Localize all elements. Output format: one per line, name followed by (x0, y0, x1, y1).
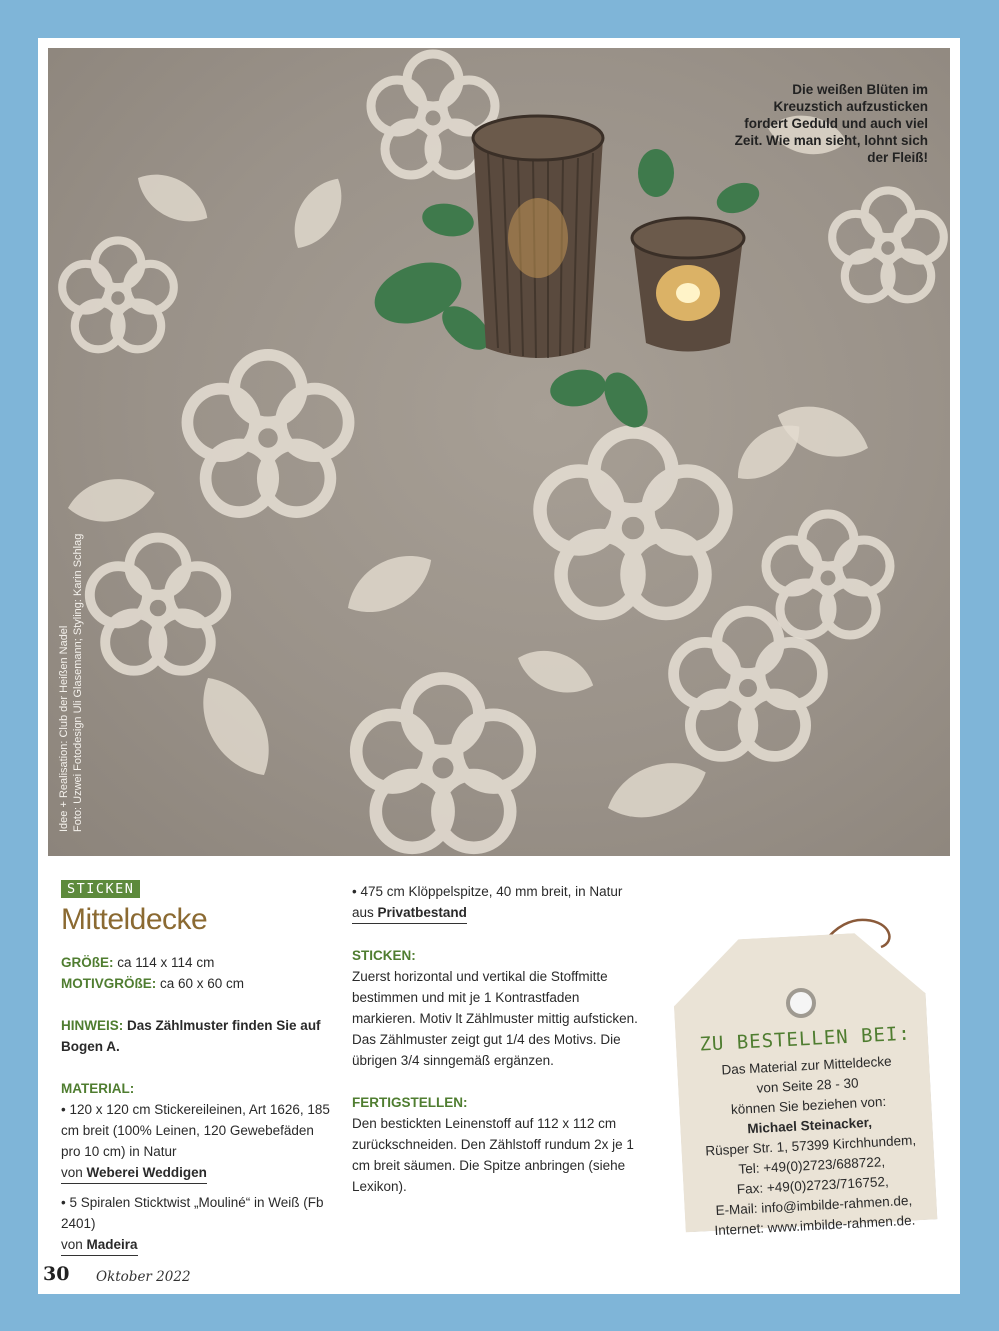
tag-content (685, 1022, 936, 1242)
tag-email: E-Mail: info@imbilde-rahmen.de, (715, 1192, 913, 1219)
order-tag (668, 916, 938, 1246)
tag-tel: Tel: +49(0)2723/688722, (738, 1154, 886, 1177)
hinweis-block (61, 1015, 331, 1057)
tablecloth-photo (48, 48, 950, 856)
sticken-text: Zuerst horizontal und vertikal die Stoffmitte bestimmen und mit je 1 Kontrastfaden markieren. Motiv lt Zählmuster mittig aufsticken. Das Zählmuster zeigt gut 1/4 des Motivs. Die übrigen 3/4 sinngemäß ergänzen. (352, 969, 638, 1068)
photo-credit (57, 482, 85, 832)
material-item-1: • 120 x 120 cm Stickereileinen, Art 1626, 185 cm breit (100% Leinen, 120 Gewebefäden pro 10 cm) in Natur (61, 1102, 330, 1159)
groesse-value: ca 114 x 114 cm (117, 955, 215, 970)
tag-website: Internet: www.imbilde-rahmen.de. (714, 1212, 916, 1239)
fertigstellen-text: Den bestickten Leinenstoff auf 112 x 112 cm zurückschneiden. Den Zählstoff rundum 2x je 1 cm breit säumen. Die Spitze anbringen (siehe Lexikon). (352, 1116, 634, 1194)
source-name: Madeira (86, 1237, 138, 1252)
material-item-3: • 475 cm Klöppelspitze, 40 mm breit, in Natur (352, 884, 623, 899)
fertigstellen-label: FERTIGSTELLEN: (352, 1095, 468, 1110)
category-badge: STICKEN (61, 880, 140, 898)
groesse-line (61, 952, 331, 973)
material-source-3 (352, 902, 638, 924)
tag-line-2: von Seite 28 - 30 (756, 1075, 859, 1096)
motivgroesse-label: MOTIVGRÖßE: (61, 976, 157, 991)
tag-line-3: können Sie beziehen von: (730, 1093, 887, 1118)
tag-heading: ZU BESTELLEN BEI: (698, 1022, 912, 1056)
embroidery-illustration (48, 48, 950, 856)
credit-line-2: Foto: Uzwei Fotodesign Uli Glasemann; Styling: Karin Schlag (72, 533, 84, 832)
material-source-1 (61, 1162, 331, 1184)
tag-fax: Fax: +49(0)2723/716752, (736, 1173, 890, 1197)
sticken-label: STICKEN: (352, 948, 416, 963)
page-number: 30 (43, 1263, 70, 1285)
tag-line-1: Das Material zur Mitteldecke (721, 1053, 892, 1078)
article-title: Mitteldecke (61, 903, 208, 936)
tag-address: Rüsper Str. 1, 57399 Kirchhundem, (705, 1132, 917, 1159)
source-prefix: aus (352, 905, 374, 920)
material-item-2: • 5 Spiralen Sticktwist „Mouliné“ in Weiß (Fb 2401) (61, 1195, 324, 1231)
middle-column (352, 881, 638, 1197)
source-name: Privatbestand (377, 905, 467, 920)
tag-supplier-name: Michael Steinacker, (747, 1114, 873, 1137)
hinweis-label: HINWEIS: (61, 1018, 124, 1033)
photo-caption: Die weißen Blüten im Kreuzstich aufzusticken fordert Geduld und auch viel Zeit. Wie man sieht, lohnt sich der Fleiß! (734, 82, 928, 165)
credit-line-1: Idee + Realisation: Club der Heißen Nadel (58, 625, 70, 832)
motivgroesse-line (61, 973, 331, 994)
hinweis-value: Das Zählmuster finden Sie auf Bogen A. (61, 1018, 321, 1054)
magazine-page (38, 38, 960, 1294)
small-candle-glass (632, 218, 744, 352)
source-prefix: von (61, 1165, 83, 1180)
tag-hole (786, 988, 816, 1018)
motivgroesse-value: ca 60 x 60 cm (160, 976, 245, 991)
material-label: MATERIAL: (61, 1081, 135, 1096)
source-prefix: von (61, 1237, 83, 1252)
groesse-label: GRÖßE: (61, 955, 114, 970)
issue-date: Oktober 2022 (96, 1269, 191, 1285)
material-source-2 (61, 1234, 331, 1256)
left-column (61, 952, 331, 1256)
source-name: Weberei Weddigen (86, 1165, 207, 1180)
tall-candle-glass (473, 116, 603, 358)
